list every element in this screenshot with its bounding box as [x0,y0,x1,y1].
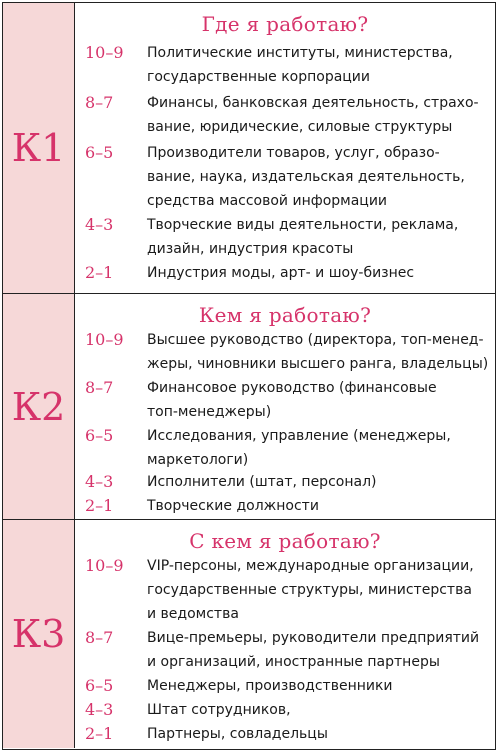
row-description [147,328,491,376]
score-range: 4–3 [85,472,114,491]
desc-line: Исследования, управление (менеджеры, [147,428,451,444]
desc-line: топ-менеджеры) [147,404,272,420]
score-range: 10–9 [85,43,124,62]
score-range: 10–9 [85,330,124,349]
desc-line: и ведомства [147,606,239,622]
score-range: 10–9 [85,556,124,575]
row-description [147,213,491,261]
desc-line: Индустрия моды, арт- и шоу-бизнес [147,265,415,281]
row-description [147,424,491,472]
section-heading: Где я работаю? [201,12,369,36]
desc-line: Финансы, банковская деятельность, страхо- [147,95,479,111]
section-label-cell [3,3,75,293]
score-range: 6–5 [85,426,114,445]
section-content [75,3,495,293]
desc-line: дизайн, индустрия красоты [147,241,354,257]
section-label: К2 [11,384,66,429]
section-k3 [3,519,495,748]
row-description [147,554,491,626]
desc-line: Партнеры, совладельцы [147,726,328,742]
section-label-cell [3,294,75,519]
row-description [147,722,491,746]
row-description [147,470,491,494]
desc-line: государственные корпорации [147,69,371,85]
desc-line: Исполнители (штат, персонал) [147,474,377,490]
section-label-cell [3,520,75,748]
score-range: 8–7 [85,93,114,112]
row-description [147,261,491,285]
desc-line: жеры, чиновники высшего ранга, владельцы) [147,356,489,372]
desc-line: и организаций, иностранные партнеры [147,654,440,670]
section-content [75,520,495,748]
score-range: 4–3 [85,700,114,719]
desc-line: государственные структуры, министерства [147,582,472,598]
desc-line: Творческие виды деятельности, реклама, [147,217,459,233]
desc-line: средства массовой информации [147,193,388,209]
desc-line: Политические институты, министерства, [147,45,453,61]
section-label: К3 [11,612,66,656]
score-range: 6–5 [85,143,114,162]
desc-line: Производители товаров, услуг, образо- [147,145,440,161]
desc-line: Менеджеры, производственники [147,678,393,694]
desc-line: Вице-премьеры, руководители предприятий [147,630,480,646]
score-range: 2–1 [85,724,114,743]
section-k2 [3,293,495,519]
score-range: 2–1 [85,496,114,515]
score-range: 4–3 [85,215,114,234]
desc-line: Высшее руководство (директора, топ-менед- [147,332,484,348]
row-description [147,626,491,674]
row-description [147,376,491,424]
score-range: 8–7 [85,628,114,647]
desc-line: Штат сотрудников, [147,702,291,718]
section-k1 [3,3,495,293]
desc-line: вание, юридические, силовые структуры [147,119,453,135]
row-description [147,698,491,722]
row-description [147,141,491,213]
desc-line: маркетологи) [147,452,249,468]
desc-line: вание, наука, издательская деятельность, [147,169,465,185]
score-range: 8–7 [85,378,114,397]
section-heading: С кем я работаю? [189,529,381,553]
desc-line: VIP-персоны, международные организации, [147,558,474,574]
score-range: 2–1 [85,263,114,282]
section-content [75,294,495,519]
section-label: К1 [11,126,66,170]
row-description [147,91,491,139]
score-range: 6–5 [85,676,114,695]
row-description [147,494,491,518]
career-table [2,2,496,750]
row-description [147,41,491,89]
row-description [147,674,491,698]
desc-line: Творческие должности [147,498,319,514]
desc-line: Финансовое руководство (финансовые [147,380,437,396]
section-heading: Кем я работаю? [198,303,372,327]
